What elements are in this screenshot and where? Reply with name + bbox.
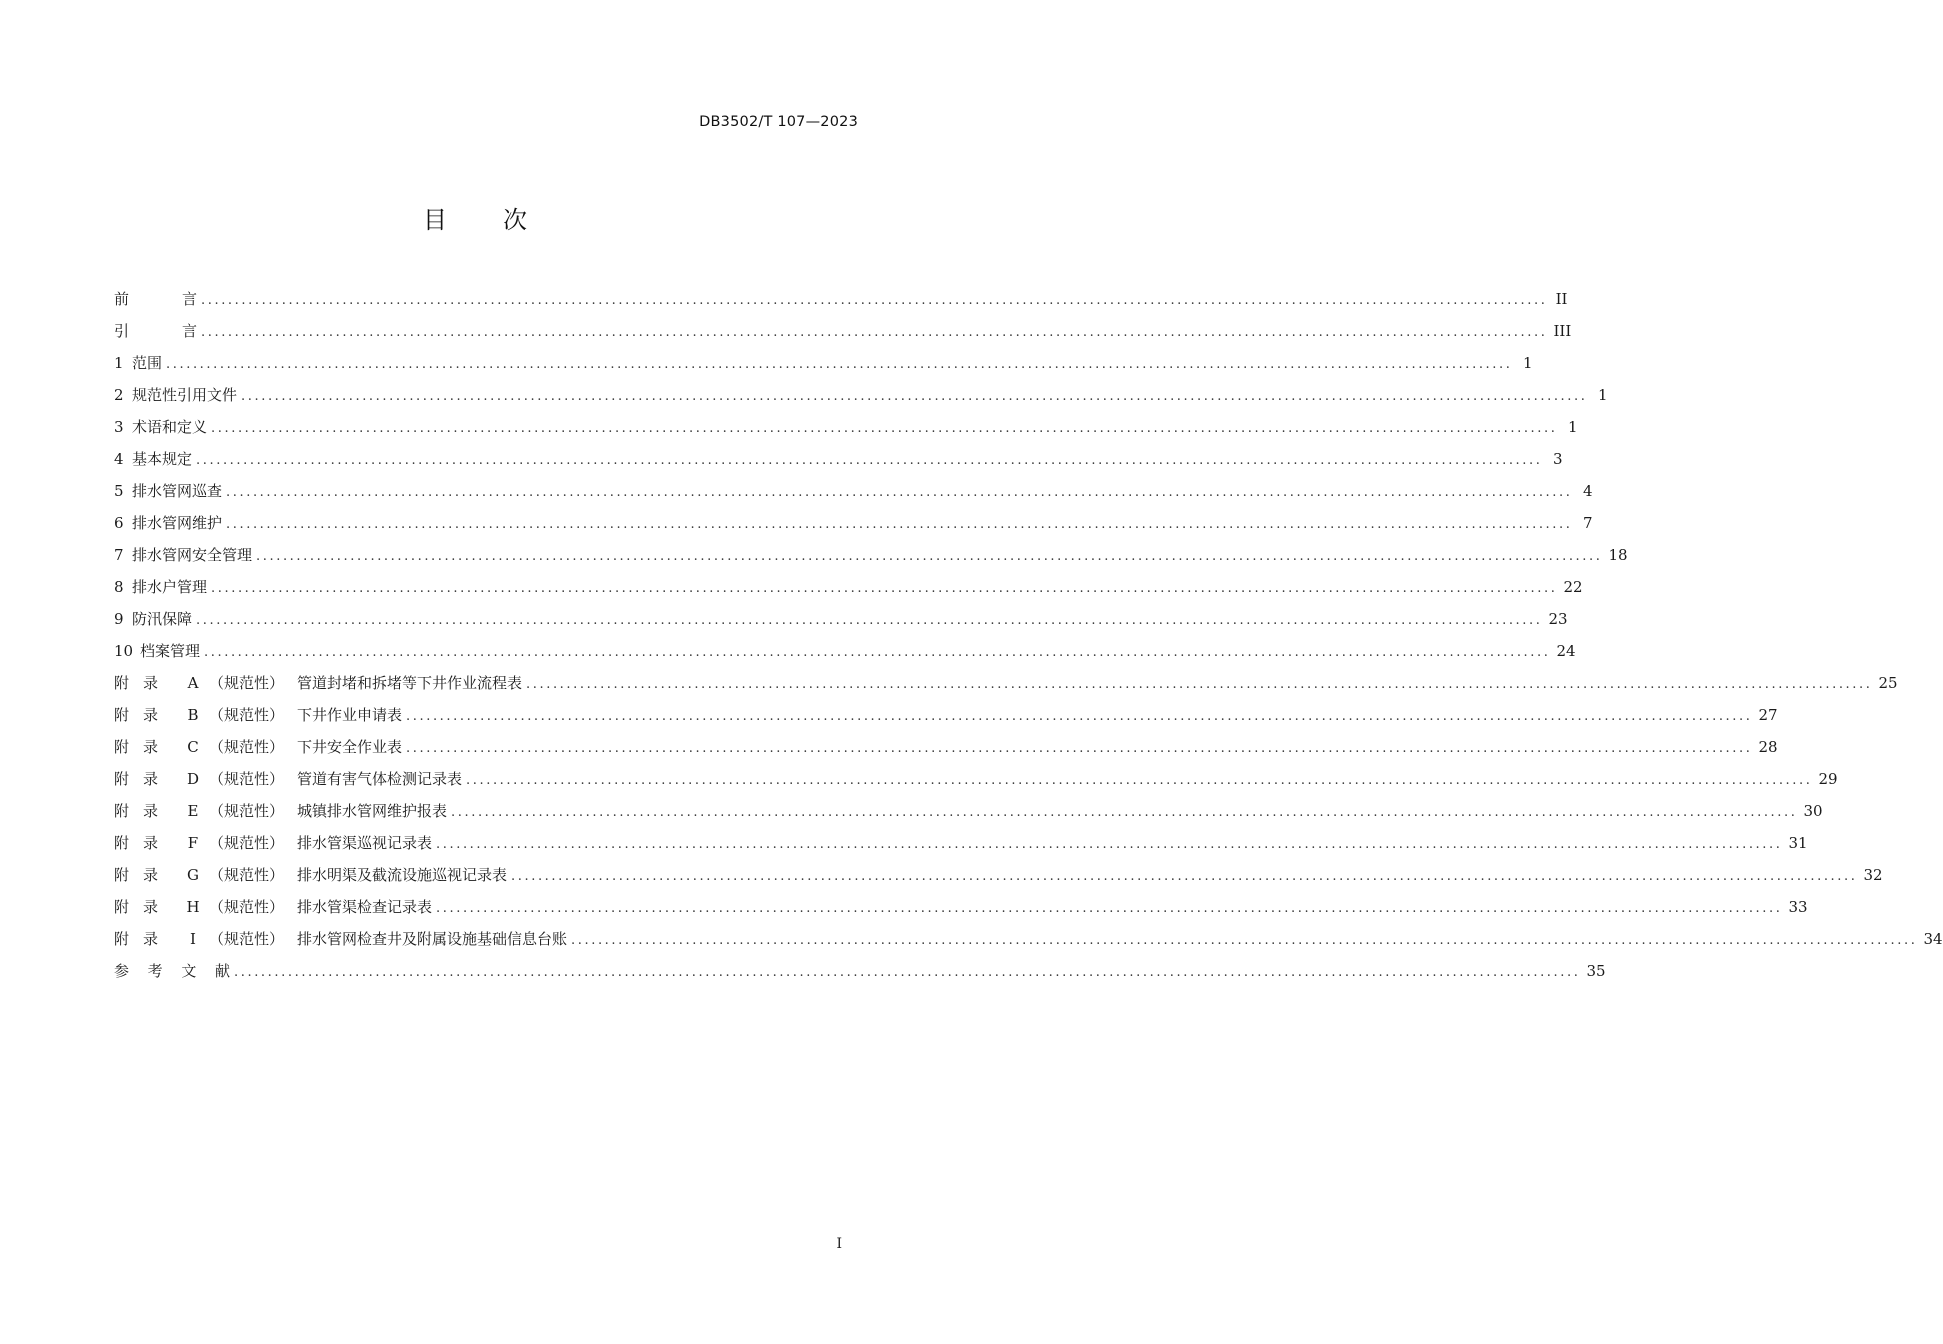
- dot-leader: ........................................................................................................................................................................................................: [406, 741, 1753, 756]
- chapter-number: 6: [114, 514, 124, 532]
- dot-leader: ........................................................................................................................................................................................................: [571, 933, 1918, 948]
- toc-page-number: 1: [1567, 418, 1578, 436]
- dot-leader: ........................................................................................................................................................................................................: [204, 645, 1551, 660]
- toc-page-number: II: [1555, 290, 1568, 308]
- appendix-type: （规范性）: [209, 706, 285, 724]
- dot-leader: ........................................................................................................................................................................................................: [226, 517, 1573, 532]
- appendix-word: 录: [143, 866, 159, 884]
- appendix-title: 城镇排水管网维护报表: [297, 802, 448, 820]
- appendix-word: 录: [143, 770, 159, 788]
- appendix-type: （规范性）: [209, 930, 285, 948]
- appendix-title: 管道封堵和拆堵等下井作业流程表: [297, 674, 523, 692]
- toc-title-char-2: 次: [503, 206, 527, 234]
- toc-entry-char: 考: [147, 962, 163, 980]
- chapter-title: 基本规定: [132, 450, 193, 468]
- chapter-number: 10: [114, 642, 134, 660]
- toc-entry-appendix[interactable]: [114, 894, 1808, 926]
- toc-title-char-1: 目: [423, 206, 447, 234]
- appendix-letter: G: [187, 866, 199, 884]
- dot-leader: ........................................................................................................................................................................................................: [226, 485, 1573, 500]
- dot-leader: ........................................................................................................................................................................................................: [196, 613, 1543, 628]
- chapter-number: 5: [114, 482, 124, 500]
- toc-entry-appendix[interactable]: [114, 734, 1778, 766]
- table-of-contents: [114, 286, 1943, 990]
- toc-entry-appendix[interactable]: [114, 702, 1778, 734]
- toc-entry-chapter[interactable]: [114, 606, 1568, 638]
- toc-page-number: 34: [1923, 930, 1943, 948]
- toc-title: [0, 200, 950, 235]
- appendix-word: 录: [143, 802, 159, 820]
- toc-page-number: 30: [1803, 802, 1823, 820]
- toc-entry-chapter[interactable]: [114, 446, 1563, 478]
- appendix-letter: H: [186, 898, 200, 916]
- chapter-number: 1: [114, 354, 124, 372]
- toc-entry-chapter[interactable]: [114, 382, 1608, 414]
- appendix-title: 下井安全作业表: [297, 738, 403, 756]
- appendix-word: 附: [114, 834, 130, 852]
- appendix-letter: B: [187, 706, 199, 724]
- dot-leader: ........................................................................................................................................................................................................: [196, 453, 1543, 468]
- toc-entry-char: 前: [114, 290, 130, 308]
- chapter-title: 排水管网巡查: [132, 482, 223, 500]
- toc-page-number: 31: [1788, 834, 1808, 852]
- toc-entry-appendix[interactable]: [114, 862, 1883, 894]
- appendix-word: 附: [114, 674, 130, 692]
- toc-page-number: 22: [1563, 578, 1583, 596]
- chapter-title: 范围: [132, 354, 163, 372]
- dot-leader: ........................................................................................................................................................................................................: [451, 805, 1798, 820]
- toc-entry-char: 引: [114, 322, 130, 340]
- toc-entry-chapter[interactable]: [114, 478, 1593, 510]
- dot-leader: ........................................................................................................................................................................................................: [436, 837, 1783, 852]
- toc-entry-appendix[interactable]: [114, 830, 1808, 862]
- toc-page-number: 24: [1556, 642, 1576, 660]
- toc-entry-foreword[interactable]: [114, 286, 1568, 318]
- toc-page-number: 23: [1548, 610, 1568, 628]
- chapter-number: 4: [114, 450, 124, 468]
- toc-entry-chapter[interactable]: [114, 542, 1628, 574]
- appendix-word: 附: [114, 738, 130, 756]
- appendix-title: 排水管网检查井及附属设施基础信息台账: [297, 930, 568, 948]
- appendix-word: 附: [114, 770, 130, 788]
- appendix-letter: I: [190, 930, 196, 948]
- toc-page-number: 3: [1552, 450, 1563, 468]
- toc-page-number: 7: [1582, 514, 1593, 532]
- toc-page-number: 18: [1608, 546, 1628, 564]
- appendix-word: 附: [114, 898, 130, 916]
- toc-entry-char: 参: [114, 962, 130, 980]
- toc-entry-appendix[interactable]: [114, 926, 1943, 958]
- appendix-word: 附: [114, 706, 130, 724]
- chapter-title: 排水管网维护: [132, 514, 223, 532]
- appendix-word: 录: [143, 834, 159, 852]
- appendix-letter: C: [187, 738, 199, 756]
- appendix-title: 排水明渠及截流设施巡视记录表: [297, 866, 508, 884]
- appendix-letter: F: [187, 834, 199, 852]
- toc-page-number: 25: [1878, 674, 1898, 692]
- appendix-word: 录: [143, 898, 159, 916]
- dot-leader: ........................................................................................................................................................................................................: [211, 421, 1558, 436]
- chapter-title: 排水管网安全管理: [132, 546, 253, 564]
- dot-leader: ........................................................................................................................................................................................................: [466, 773, 1813, 788]
- appendix-word: 录: [143, 738, 159, 756]
- toc-entry-char: 言: [181, 322, 197, 340]
- appendix-letter: D: [186, 770, 200, 788]
- toc-page-number: 35: [1586, 962, 1606, 980]
- footer-page-number: I: [836, 1236, 842, 1252]
- toc-entry-appendix[interactable]: [114, 670, 1898, 702]
- dot-leader: ........................................................................................................................................................................................................: [234, 965, 1581, 980]
- appendix-type: （规范性）: [209, 738, 285, 756]
- toc-entry-chapter[interactable]: [114, 414, 1578, 446]
- chapter-title: 术语和定义: [132, 418, 208, 436]
- appendix-word: 附: [114, 930, 130, 948]
- toc-entry-references[interactable]: [114, 958, 1606, 990]
- appendix-word: 录: [143, 674, 159, 692]
- appendix-letter: E: [187, 802, 199, 820]
- appendix-word: 附: [114, 866, 130, 884]
- toc-page-number: 29: [1818, 770, 1838, 788]
- dot-leader: ........................................................................................................................................................................................................: [201, 293, 1548, 308]
- toc-page-number: 27: [1758, 706, 1778, 724]
- appendix-type: （规范性）: [209, 866, 285, 884]
- toc-entry-char: 献: [214, 962, 230, 980]
- chapter-title: 防汛保障: [132, 610, 193, 628]
- chapter-title: 规范性引用文件: [132, 386, 238, 404]
- toc-entry-label: [114, 318, 197, 344]
- appendix-word: 录: [143, 930, 159, 948]
- toc-page-number: 32: [1863, 866, 1883, 884]
- toc-entry-appendix[interactable]: [114, 766, 1838, 798]
- appendix-type: （规范性）: [209, 834, 285, 852]
- appendix-word: 附: [114, 802, 130, 820]
- dot-leader: ........................................................................................................................................................................................................: [256, 549, 1603, 564]
- appendix-title: 管道有害气体检测记录表: [297, 770, 463, 788]
- appendix-word: 录: [143, 706, 159, 724]
- toc-page-number: III: [1553, 322, 1572, 340]
- toc-entry-chapter[interactable]: [114, 574, 1583, 606]
- toc-entry-chapter[interactable]: [114, 350, 1533, 382]
- dot-leader: ........................................................................................................................................................................................................: [211, 581, 1558, 596]
- toc-entry-chapter[interactable]: [114, 510, 1593, 542]
- chapter-number: 8: [114, 578, 124, 596]
- dot-leader: ........................................................................................................................................................................................................: [511, 869, 1858, 884]
- appendix-title: 下井作业申请表: [297, 706, 403, 724]
- toc-entry-char: 言: [181, 290, 197, 308]
- toc-page-number: 4: [1582, 482, 1593, 500]
- chapter-number: 9: [114, 610, 124, 628]
- appendix-title: 排水管渠巡视记录表: [297, 834, 433, 852]
- appendix-title: 排水管渠检查记录表: [297, 898, 433, 916]
- appendix-type: （规范性）: [209, 898, 285, 916]
- toc-page-number: 33: [1788, 898, 1808, 916]
- toc-entry-chapter[interactable]: [114, 638, 1576, 670]
- appendix-type: （规范性）: [209, 802, 285, 820]
- toc-entry-introduction[interactable]: [114, 318, 1572, 350]
- toc-entry-label: [114, 286, 197, 312]
- dot-leader: ........................................................................................................................................................................................................: [436, 901, 1783, 916]
- toc-page-number: 28: [1758, 738, 1778, 756]
- chapter-title: 档案管理: [140, 642, 201, 660]
- dot-leader: ........................................................................................................................................................................................................: [201, 325, 1548, 340]
- dot-leader: ........................................................................................................................................................................................................: [406, 709, 1753, 724]
- toc-page-number: 1: [1597, 386, 1608, 404]
- appendix-letter: A: [187, 674, 199, 692]
- document-code: DB3502/T 107—2023: [699, 114, 858, 130]
- chapter-title: 排水户管理: [132, 578, 208, 596]
- dot-leader: ........................................................................................................................................................................................................: [526, 677, 1873, 692]
- chapter-number: 3: [114, 418, 124, 436]
- toc-entry-appendix[interactable]: [114, 798, 1823, 830]
- appendix-type: （规范性）: [209, 770, 285, 788]
- chapter-number: 2: [114, 386, 124, 404]
- toc-entry-char: 文: [181, 962, 197, 980]
- appendix-type: （规范性）: [209, 674, 285, 692]
- chapter-number: 7: [114, 546, 124, 564]
- dot-leader: ........................................................................................................................................................................................................: [166, 357, 1513, 372]
- toc-page-number: 1: [1522, 354, 1533, 372]
- dot-leader: ........................................................................................................................................................................................................: [241, 389, 1588, 404]
